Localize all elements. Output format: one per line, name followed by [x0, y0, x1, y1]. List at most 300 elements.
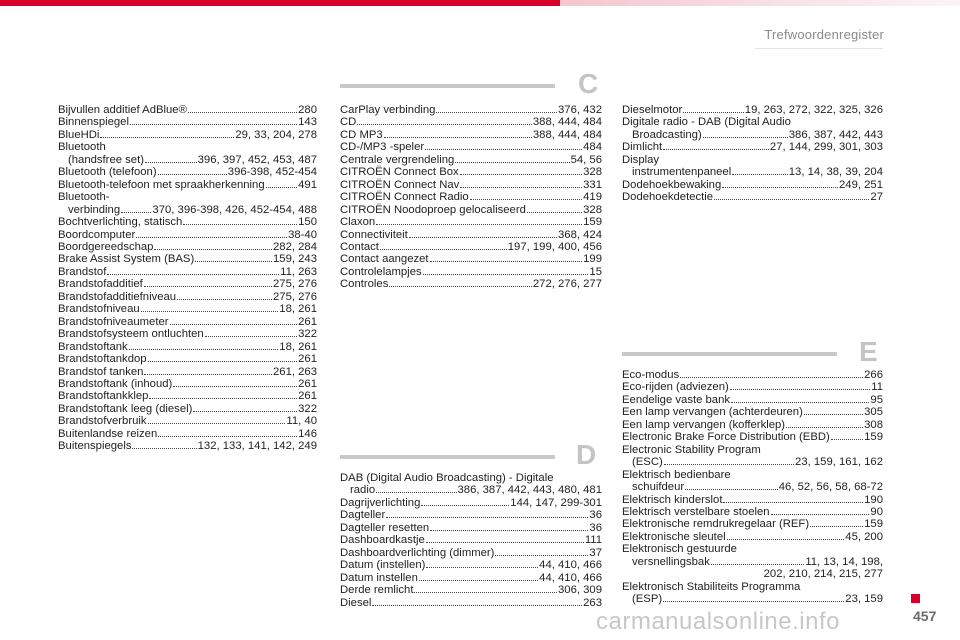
dot-leader — [527, 212, 582, 213]
dot-leader — [100, 137, 234, 138]
index-pages: 190 — [864, 493, 883, 506]
index-term: Datum (instellen) — [340, 559, 426, 572]
index-entry — [340, 204, 602, 216]
dot-leader — [266, 187, 298, 188]
section-header-d — [340, 439, 602, 473]
index-pages: 308 — [864, 418, 883, 431]
index-term: Buitenspiegels — [58, 440, 132, 453]
dot-leader — [663, 149, 769, 150]
index-term: Contact aangezet — [340, 253, 429, 266]
index-entry — [622, 543, 883, 555]
index-entry — [622, 141, 883, 153]
index-term: radio — [350, 484, 376, 497]
index-term: Eendelige vaste bank — [622, 393, 731, 406]
index-entry — [340, 509, 602, 521]
dot-leader — [436, 112, 557, 113]
index-pages: 322 — [298, 402, 317, 415]
index-pages: 282, 284 — [273, 240, 317, 253]
index-term: Elektrisch kinderslot — [622, 493, 723, 506]
index-term: Brandstofadditiefniveau — [58, 290, 177, 303]
dot-leader — [386, 517, 588, 518]
index-entry-continuation — [622, 556, 883, 568]
index-entry — [622, 154, 883, 166]
index-pages: 19, 263, 272, 322, 325, 326 — [744, 104, 883, 116]
section-rule — [340, 84, 555, 88]
index-entry — [58, 241, 317, 253]
index-entry — [622, 469, 883, 481]
index-pages: 95 — [870, 393, 883, 406]
index-entry — [340, 534, 602, 546]
index-term: Bluetooth- — [58, 191, 110, 204]
dot-leader — [663, 601, 844, 602]
dot-leader — [144, 286, 272, 287]
index-pages: 36 — [589, 509, 602, 522]
index-entry — [58, 303, 317, 315]
index-pages: 54, 56 — [570, 153, 602, 166]
index-entry — [58, 104, 317, 116]
index-entry — [58, 390, 317, 402]
index-pages: 388, 444, 484 — [532, 128, 602, 141]
index-pages: 90 — [870, 505, 883, 518]
index-pages: 159 — [864, 518, 883, 531]
index-pages: 376, 432 — [558, 104, 602, 116]
dot-leader — [130, 124, 297, 125]
index-term: Brandstoftankdop — [58, 353, 147, 366]
index-term: Elektronische sleutel — [622, 530, 726, 543]
index-entry — [340, 141, 602, 153]
index-pages: 27 — [870, 191, 883, 204]
dot-leader — [731, 402, 869, 403]
dot-leader — [173, 386, 297, 387]
index-entry — [340, 597, 602, 609]
index-term: Elektronisch gestuurde — [622, 543, 737, 556]
index-pages: 11 — [871, 381, 883, 394]
index-entry — [340, 497, 602, 509]
index-term: Brandstofadditief — [58, 278, 143, 291]
index-pages: 386, 387, 442, 443 — [788, 128, 883, 141]
top-accent-red — [0, 0, 560, 6]
dot-leader — [384, 137, 532, 138]
index-pages: 44, 410, 466 — [539, 559, 602, 572]
dot-leader — [730, 389, 871, 390]
index-term: CD MP3 — [340, 128, 383, 141]
dot-leader — [145, 162, 197, 163]
index-entry — [58, 353, 317, 365]
index-entry — [58, 341, 317, 353]
section-header-c — [340, 68, 602, 102]
index-pages: 150 — [298, 216, 317, 229]
dot-leader — [810, 526, 863, 527]
index-pages: 111 — [584, 534, 602, 547]
dot-leader — [711, 564, 804, 565]
index-entry — [58, 191, 317, 203]
index-term: Datum instellen — [340, 571, 418, 584]
dot-leader — [141, 311, 279, 312]
index-column-e — [622, 369, 883, 606]
index-pages: 11, 263 — [280, 265, 317, 278]
index-term: Diesel — [340, 596, 372, 609]
index-entry — [340, 116, 602, 128]
dot-leader — [455, 162, 569, 163]
page-header-title: Trefwoordenregister — [764, 27, 884, 42]
index-pages: 388, 444, 484 — [532, 116, 602, 129]
index-term: Brandstofniveaumeter — [58, 315, 169, 328]
index-pages: 275, 276 — [273, 278, 317, 291]
index-term: Digitale radio - DAB (Digital Audio — [622, 116, 791, 129]
index-term: Brandstofniveau — [58, 303, 140, 316]
index-entry — [58, 179, 317, 191]
index-entry — [340, 166, 602, 178]
dot-leader — [158, 436, 297, 437]
index-term: Eco-modus — [622, 369, 680, 381]
index-pages: 266 — [864, 369, 883, 381]
dot-leader — [732, 174, 788, 175]
index-term: CD-/MP3 -speler — [340, 141, 425, 154]
index-entry — [340, 547, 602, 559]
dot-leader — [195, 261, 272, 262]
index-term: CITROËN Noodoproep gelocaliseerd — [340, 203, 526, 216]
index-term: Dimlicht — [622, 141, 663, 154]
dot-leader — [357, 124, 532, 125]
index-term: Dashboardkastje — [340, 534, 425, 547]
index-pages: 491 — [298, 178, 317, 191]
index-column-c — [340, 104, 602, 291]
index-entry — [58, 116, 317, 128]
index-entry-continuation — [622, 593, 883, 605]
page-number: 457 — [913, 608, 937, 624]
index-term: Dagrijverlichting — [340, 496, 421, 509]
index-pages: 306, 309 — [558, 584, 602, 597]
index-pages: 38-40 — [288, 228, 317, 241]
index-term: Brandstoftank leeg (diesel) — [58, 402, 193, 415]
index-entry — [622, 406, 883, 418]
index-entry-continuation — [58, 154, 317, 166]
dot-leader — [804, 414, 863, 415]
dot-leader — [771, 514, 870, 515]
index-pages: 322 — [298, 328, 317, 341]
index-column-d — [340, 472, 602, 609]
index-term: Bluetooth-telefoon met spraakherkenning — [58, 178, 265, 191]
dot-leader — [136, 237, 287, 238]
index-term: Elektronisch Stabiliteits Programma — [622, 580, 801, 593]
index-entry — [622, 431, 883, 443]
index-term: Dieselmotor — [622, 104, 683, 116]
index-term: Een lamp vervangen (achterdeuren) — [622, 406, 803, 419]
index-pages: 386, 387, 442, 443, 480, 481 — [457, 484, 602, 497]
index-term: Brandstoftank (inhoud) — [58, 377, 173, 390]
index-term: Binnenspiegel — [58, 116, 129, 129]
dot-leader — [664, 464, 794, 465]
index-column-c-continued — [622, 104, 883, 204]
index-pages: 44, 410, 466 — [539, 571, 602, 584]
page-marker — [911, 594, 920, 603]
index-term: CD — [340, 116, 357, 129]
index-entry-continuation — [622, 568, 883, 580]
section-rule — [340, 455, 555, 459]
index-term: Brandstoftankklep — [58, 390, 149, 403]
index-pages: 143 — [298, 116, 317, 129]
dot-leader — [703, 137, 788, 138]
index-entry — [58, 266, 317, 278]
index-entry — [58, 229, 317, 241]
index-entry — [622, 191, 883, 203]
index-entry-continuation — [622, 129, 883, 141]
index-pages: 261 — [298, 315, 317, 328]
dot-leader — [148, 423, 286, 424]
index-entry — [622, 506, 883, 518]
index-pages: 13, 14, 38, 39, 204 — [788, 166, 883, 179]
index-term: DAB (Digital Audio Broadcasting) - Digitale — [340, 472, 554, 484]
dot-leader — [722, 187, 838, 188]
index-entry — [340, 104, 602, 116]
index-pages: 261 — [298, 353, 317, 366]
dot-leader — [132, 448, 196, 449]
index-term: Claxon — [340, 216, 376, 229]
index-entry — [340, 154, 602, 166]
index-term: (ESC) — [632, 456, 663, 469]
top-accent-fade — [560, 0, 960, 6]
index-pages: 46, 52, 56, 58, 68-72 — [778, 481, 883, 494]
index-entry — [340, 472, 602, 484]
dot-leader — [727, 539, 845, 540]
section-header-e — [622, 336, 883, 370]
index-entry — [340, 216, 602, 228]
index-entry — [58, 440, 317, 452]
index-entry — [340, 584, 602, 596]
index-term: Boordgereedschap — [58, 240, 154, 253]
index-term: Display — [622, 153, 660, 166]
dot-leader — [205, 336, 297, 337]
index-term: Controlelampjes — [340, 265, 422, 278]
section-letter-e: E — [859, 336, 878, 367]
index-entry — [622, 369, 883, 381]
index-term: (handsfree set) — [68, 153, 144, 166]
index-pages: 280 — [298, 104, 317, 116]
index-pages: 484 — [583, 141, 602, 154]
dot-leader — [380, 249, 507, 250]
index-pages: 159, 243 — [273, 253, 317, 266]
index-entry — [340, 229, 602, 241]
index-pages: 45, 200 — [845, 530, 883, 543]
index-term: Bluetooth (telefoon) — [58, 166, 157, 179]
index-term: verbinding — [68, 203, 121, 216]
index-pages: 275, 276 — [273, 290, 317, 303]
index-pages: 396, 397, 452, 453, 487 — [197, 153, 317, 166]
dot-leader — [426, 542, 584, 543]
index-pages: 419 — [583, 191, 602, 204]
index-term: Derde remlicht — [340, 584, 414, 597]
index-pages: 18, 261 — [279, 340, 317, 353]
index-entry — [340, 129, 602, 141]
index-term: Bluetooth — [58, 141, 106, 154]
index-term: Brandstof tanken — [58, 365, 144, 378]
dot-leader — [680, 377, 863, 378]
section-rule — [622, 352, 837, 356]
index-pages: 396-398, 452-454 — [227, 166, 317, 179]
dot-leader — [470, 199, 582, 200]
index-term: Controles — [340, 278, 389, 291]
dot-leader — [460, 187, 582, 188]
index-pages: 11, 40 — [286, 415, 317, 428]
index-pages: 331 — [583, 178, 602, 191]
index-pages: 18, 261 — [279, 303, 317, 316]
index-entry-continuation — [58, 204, 317, 216]
index-entry — [622, 444, 883, 456]
dot-leader — [149, 398, 297, 399]
index-entry — [622, 104, 883, 116]
index-entry — [58, 216, 317, 228]
top-accent-bar — [0, 0, 960, 6]
index-pages: 305 — [864, 406, 883, 419]
index-entry — [58, 278, 317, 290]
index-pages: 23, 159 — [845, 593, 883, 606]
index-entry — [622, 531, 883, 543]
dot-leader — [188, 112, 297, 113]
index-term: Boordcomputer — [58, 228, 136, 241]
dot-leader — [460, 174, 582, 175]
index-term: Brake Assist System (BAS) — [58, 253, 195, 266]
index-entry — [622, 394, 883, 406]
index-entry-continuation — [622, 166, 883, 178]
index-term: Een lamp vervangen (kofferklep) — [622, 418, 786, 431]
header-divider — [755, 48, 883, 49]
index-term: Dashboardverlichting (dimmer) — [340, 546, 495, 559]
index-entry — [58, 366, 317, 378]
index-entry — [58, 403, 317, 415]
index-entry — [58, 291, 317, 303]
index-pages: 37 — [589, 546, 602, 559]
index-pages: 261 — [298, 390, 317, 403]
index-term: (ESP) — [632, 593, 663, 606]
dot-leader — [723, 502, 863, 503]
index-entry — [58, 428, 317, 440]
dot-leader — [376, 492, 456, 493]
index-term: BlueHDi — [58, 128, 100, 141]
index-pages: 199 — [583, 253, 602, 266]
index-term: Dodehoekdetectie — [622, 191, 714, 204]
dot-leader — [154, 249, 272, 250]
index-column-b — [58, 104, 317, 453]
index-term: Connectiviteit — [340, 228, 408, 241]
index-pages: 261 — [298, 377, 317, 390]
index-entry — [622, 581, 883, 593]
index-entry — [58, 166, 317, 178]
index-entry — [58, 316, 317, 328]
dot-leader — [129, 349, 279, 350]
index-pages: 15 — [589, 265, 602, 278]
index-pages: 370, 396-398, 426, 452-454, 488 — [152, 203, 317, 216]
dot-leader — [421, 505, 509, 506]
index-entry — [622, 494, 883, 506]
index-term: CarPlay verbinding — [340, 104, 436, 116]
index-term: Elektronische remdrukregelaar (REF) — [622, 518, 810, 531]
dot-leader — [425, 149, 582, 150]
index-entry — [622, 518, 883, 530]
index-entry — [58, 378, 317, 390]
index-pages: 11, 13, 14, 198, — [805, 555, 883, 568]
index-pages: 23, 159, 161, 162 — [795, 456, 883, 469]
index-entry — [622, 381, 883, 393]
index-term: Dodehoekbewaking — [622, 178, 722, 191]
section-letter-d: D — [576, 439, 597, 470]
dot-leader — [376, 224, 582, 225]
index-term: Dagteller resetten — [340, 521, 430, 534]
index-term: CITROËN Connect Radio — [340, 191, 469, 204]
index-entry — [340, 253, 602, 265]
index-term: Elektrisch bedienbare — [622, 468, 731, 481]
index-term: Buitenlandse reizen — [58, 427, 158, 440]
dot-leader — [158, 174, 227, 175]
index-pages: 132, 133, 141, 142, 249 — [197, 440, 317, 453]
dot-leader — [423, 274, 589, 275]
dot-leader — [714, 199, 869, 200]
index-term: schuifdeur — [632, 481, 685, 494]
dot-leader — [389, 286, 532, 287]
dot-leader — [148, 361, 298, 362]
index-term: Eco-rijden (adviezen) — [622, 381, 729, 394]
dot-leader — [685, 489, 778, 490]
dot-leader — [786, 427, 863, 428]
dot-leader — [414, 592, 557, 593]
dot-leader — [372, 605, 582, 606]
index-term: Brandstof — [58, 265, 107, 278]
index-pages: 368, 424 — [558, 228, 602, 241]
index-pages: 272, 276, 277 — [532, 278, 602, 291]
index-entry — [340, 179, 602, 191]
dot-leader — [426, 567, 538, 568]
watermark-text: carmanualsonline.info — [596, 608, 840, 635]
index-pages: 249, 251 — [839, 178, 883, 191]
index-term: Brandstofverbruik — [58, 415, 147, 428]
index-entry-continuation — [622, 456, 883, 468]
index-entry — [58, 253, 317, 265]
index-term: CITROËN Connect Nav — [340, 178, 460, 191]
index-entry — [58, 415, 317, 427]
dot-leader — [495, 555, 588, 556]
dot-leader — [121, 212, 151, 213]
dot-leader — [419, 580, 538, 581]
section-letter-c: C — [578, 68, 599, 99]
index-pages: 261, 263 — [273, 365, 317, 378]
index-entry — [340, 522, 602, 534]
index-pages: 159 — [864, 431, 883, 444]
index-entry-continuation — [340, 484, 602, 496]
index-pages: 328 — [583, 166, 602, 179]
dot-leader — [193, 411, 297, 412]
dot-leader — [409, 237, 557, 238]
index-entry — [340, 572, 602, 584]
dot-leader — [144, 374, 272, 375]
index-entry — [622, 179, 883, 191]
index-entry — [340, 191, 602, 203]
index-entry — [340, 559, 602, 571]
index-pages: 29, 33, 204, 278 — [235, 128, 317, 141]
dot-leader — [177, 299, 272, 300]
index-term: Broadcasting) — [632, 128, 702, 141]
index-term: Centrale vergrendeling — [340, 153, 455, 166]
dot-leader — [683, 112, 744, 113]
index-term: Electronic Stability Program — [622, 443, 761, 456]
index-entry — [58, 328, 317, 340]
index-entry — [340, 278, 602, 290]
index-pages: 144, 147, 299-301 — [510, 496, 602, 509]
index-term: Bochtverlichting, statisch — [58, 216, 183, 229]
dot-leader — [430, 261, 583, 262]
index-entry-continuation — [622, 481, 883, 493]
index-term: Elektrisch verstelbare stoelen — [622, 505, 770, 518]
index-entry — [340, 266, 602, 278]
index-entry — [622, 116, 883, 128]
